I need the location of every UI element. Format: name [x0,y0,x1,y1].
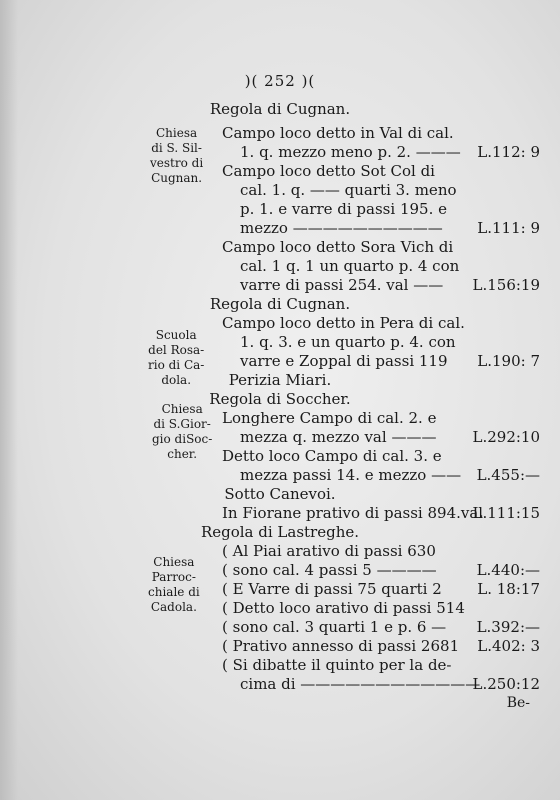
text-line: varre e Zoppal di passi 119 [240,352,448,370]
section-heading: Sotto Canevoi. [224,485,336,503]
text-line: ( Prativo annesso di passi 2681 [222,637,460,655]
margin-line: Chiesa [155,126,198,140]
margin-line: rio di Ca- [148,358,205,372]
section-heading: Regola di Cugnan. [209,100,351,118]
amount: L.402: 3 [477,637,540,655]
margin-line: chiale di [148,585,200,599]
margin-line: dola. [161,373,192,387]
text-line: Campo loco detto Sora Vich di [222,238,454,256]
amount: L.455:— [476,466,540,484]
amount: L.292:10 [472,428,540,446]
text-line: ( Detto loco arativo di passi 514 [222,599,465,617]
text-line: In Fiorane prativo di passi 894.val [222,504,484,522]
margin-note-chiesa-giorgio [152,402,212,462]
text-line: Campo loco detto in Val di cal. [222,124,454,142]
margin-line: Scuola [155,328,197,342]
text-line: 1. q. mezzo meno p. 2. ——— [240,143,461,161]
margin-note-chiesa-cadola [148,555,200,615]
text-line: cima di ———————————— [240,675,481,693]
amount: L.156:19 [472,276,540,294]
margin-line: di S. Sil- [151,141,202,155]
margin-line: di S.Gior- [153,417,211,431]
margin-line: Parroc- [151,570,196,584]
margin-line: Chiesa [161,402,203,416]
section-heading: Regola di Soccher. [209,390,351,408]
text-line: 1. q. 3. e un quarto p. 4. con [240,333,456,351]
text-line: cal. 1. q. —— quarti 3. meno [240,181,457,199]
margin-line: Cadola. [150,600,197,614]
text-line: varre di passi 254. val —— [240,276,444,294]
text-line: ( Si dibatte il quinto per la de- [222,656,452,674]
text-line: ( Al Piai arativo di passi 630 [222,542,436,560]
text-line: p. 1. e varre di passi 195. e [240,200,447,218]
amount: L.111:15 [472,504,540,522]
page-number: )( 252 )( [244,72,316,90]
text-line: mezzo —————————— [240,219,443,237]
text-line: ( E Varre di passi 75 quarti 2 [222,580,442,598]
margin-line: vestro di [150,156,204,170]
amount: L.440:— [476,561,540,579]
amount: L. 18:17 [477,580,540,598]
text-line: ( sono cal. 3 quarti 1 e p. 6 — [222,618,447,636]
section-heading: Regola di Cugnan. [209,295,351,313]
amount: L.112: 9 [477,143,540,161]
margin-line: gio diSoc- [152,432,213,446]
text-line: Campo loco detto Sot Col di [222,162,435,180]
margin-line: del Rosa- [148,343,205,357]
text-line: Longhere Campo di cal. 2. e [222,409,437,427]
margin-line: Cugnan. [151,171,203,185]
section-heading: Regola di Lastreghe. [200,523,360,541]
text-line: mezza passi 14. e mezzo —— [240,466,462,484]
amount: L.190: 7 [477,352,540,370]
text-line: cal. 1 q. 1 un quarto p. 4 con [240,257,460,275]
amount: L.111: 9 [477,219,540,237]
text-line: Campo loco detto in Pera di cal. [222,314,465,332]
amount: L.392:— [476,618,540,636]
margin-line: Chiesa [153,555,195,569]
text-line: Detto loco Campo di cal. 3. e [222,447,442,465]
catchword: Be- [506,695,530,711]
section-heading: Perizia Miari. [228,371,332,389]
margin-line: cher. [167,447,198,461]
amount: L.250:12 [472,675,540,693]
text-line: mezza q. mezzo val ——— [240,428,437,446]
margin-note-chiesa-silvestro [150,126,203,186]
text-line: ( sono cal. 4 passi 5 ———— [222,561,437,579]
